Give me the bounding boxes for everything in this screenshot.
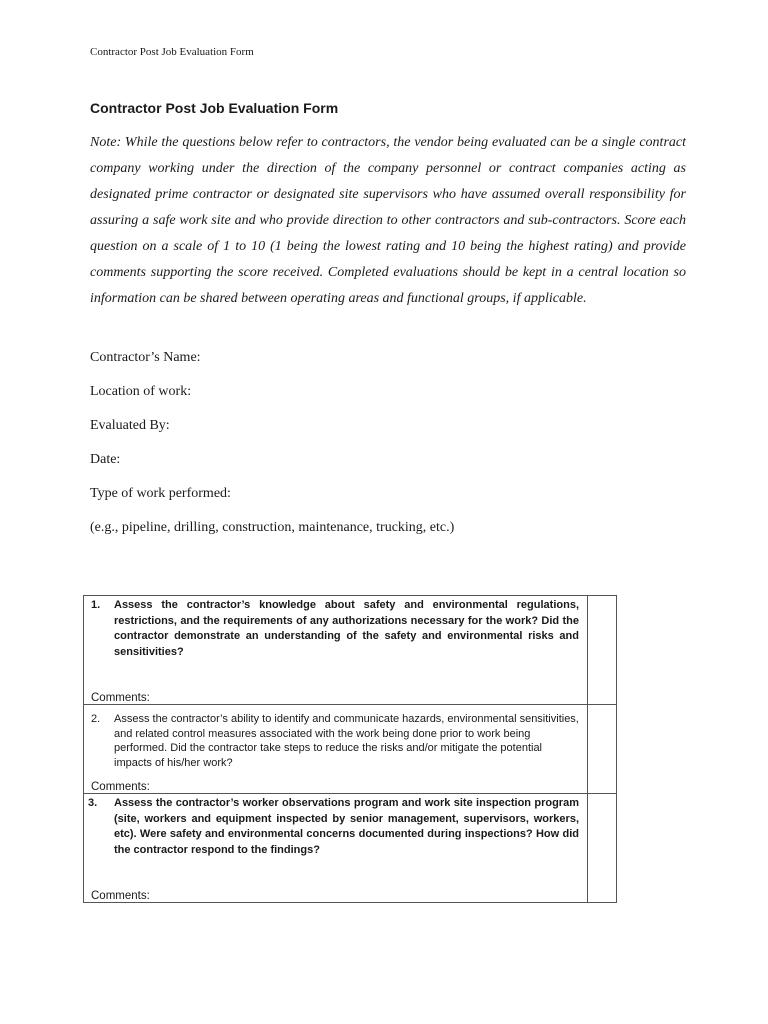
score-cell[interactable] — [588, 705, 617, 794]
evaluation-table — [83, 595, 617, 903]
work-type-label: Type of work performed: — [90, 486, 231, 501]
work-examples-text: (e.g., pipeline, drilling, construction, maintenance, trucking, etc.) — [90, 520, 455, 535]
question-text: Assess the contractor’s knowledge about safety and environmental regulations, restrictions, and the requirements of any authorizations necessary for the work? Did the contractor demonstrate an understanding of the safety and environmental risks and sensitivities? — [114, 599, 579, 658]
question-row — [84, 596, 617, 705]
score-cell[interactable] — [588, 596, 617, 705]
contractor-name-label: Contractor’s Name: — [90, 350, 201, 365]
question-number: 2. — [91, 713, 101, 725]
document-title: Contractor Post Job Evaluation Form — [90, 100, 339, 116]
running-header: Contractor Post Job Evaluation Form — [90, 46, 254, 58]
question-cell — [84, 794, 588, 903]
question-text: Assess the contractor’s ability to identify and communicate hazards, environmental sensitivities, and related control measures associated with the work being done prior to work being performed. Did the contractor take steps to reduce the risks and/or mitigate the potential impacts of his/her work? — [114, 713, 579, 769]
score-cell[interactable] — [588, 794, 617, 903]
question-row — [84, 705, 617, 794]
note-paragraph: Note: While the questions below refer to contractors, the vendor being evaluated can be a single contract company working under the direction of the company personnel or contract companies acting as designated prime contractor or designated site supervisors who have assumed overall responsibility for assuring a safe work site and who provide direction to other contractors and sub-contractors. Score each question on a scale of 1 to 10 (1 being the lowest rating and 10 being the highest rating) and provide comments supporting the score received. Completed evaluations should be kept in a central location so information can be shared between operating areas and functional groups, if applicable. — [90, 135, 686, 306]
evaluated-by-label: Evaluated By: — [90, 418, 170, 433]
question-2 — [91, 712, 579, 770]
question-row — [84, 794, 617, 903]
comments-label: Comments: — [91, 890, 150, 902]
date-label: Date: — [90, 452, 121, 467]
location-of-work-label: Location of work: — [90, 384, 192, 399]
question-cell — [84, 596, 588, 705]
comments-label: Comments: — [91, 692, 150, 704]
question-text: Assess the contractor’s worker observations program and work site inspection program (site, workers and equipment inspected by senior management, supervisors, workers, etc). Were safety and environmental concerns documented during inspections? How did the contractor respond to the findings? — [114, 797, 579, 856]
question-number: 1. — [91, 599, 101, 611]
question-1 — [91, 598, 579, 660]
question-3 — [88, 796, 579, 858]
question-cell — [84, 705, 588, 794]
question-number: 3. — [88, 797, 98, 809]
comments-label: Comments: — [91, 781, 150, 793]
